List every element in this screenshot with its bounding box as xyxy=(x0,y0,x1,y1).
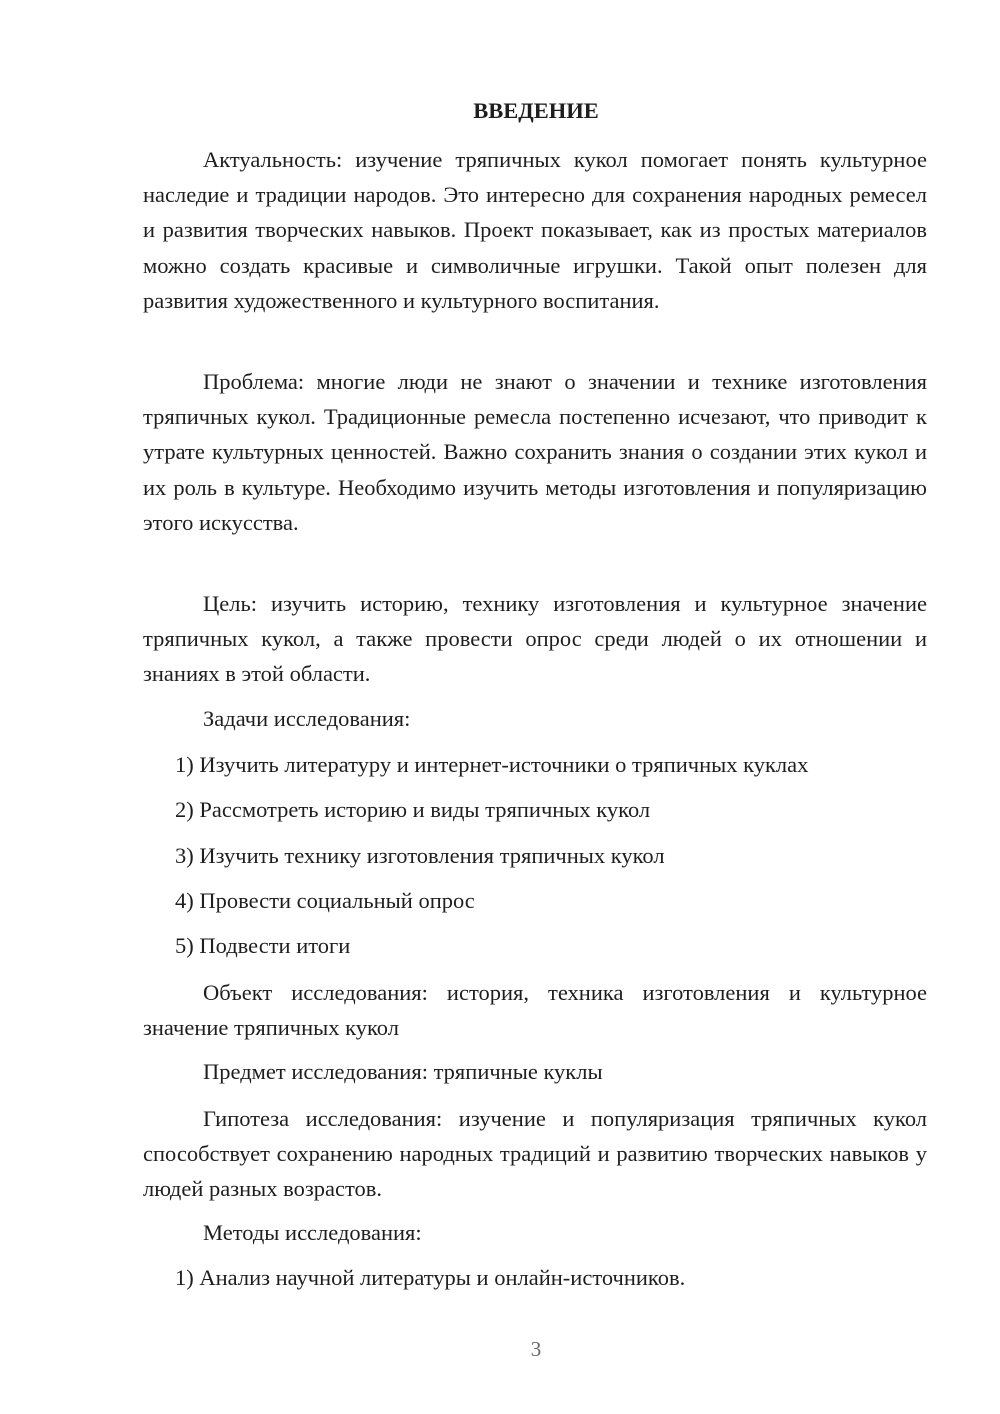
problem-paragraph: Проблема: многие люди не знают о значении и технике изготовления тряпичных кукол. Традиционные ремесла постепенно исчезают, что приводит к утрате культурных ценностей. Важно сохранить знания о создании этих кукол и их роль в культуре. Необходимо изучить методы изготовления и популяризацию этого искусства. xyxy=(143,369,927,535)
methods-heading: Методы исследования: xyxy=(203,1220,422,1245)
task-item: 5) Подвести итоги xyxy=(175,933,351,958)
hypothesis-paragraph: Гипотеза исследования: изучение и популяризация тряпичных кукол способствует сохранению народных традиций и развитию творческих навыков у людей разных возрастов. xyxy=(143,1106,927,1202)
object-paragraph: Объект исследования: история, техника изготовления и культурное значение тряпичных кукол xyxy=(143,980,927,1041)
page-title: ВВЕДЕНИЕ xyxy=(473,98,599,123)
subject-line: Предмет исследования: тряпичные куклы xyxy=(203,1059,603,1084)
method-item: 1) Анализ научной литературы и онлайн-источников. xyxy=(175,1265,686,1290)
task-item: 3) Изучить технику изготовления тряпичных кукол xyxy=(175,843,665,868)
tasks-heading: Задачи исследования: xyxy=(203,706,411,731)
page-number: 3 xyxy=(530,1337,542,1361)
task-item: 1) Изучить литературу и интернет-источники о тряпичных куклах xyxy=(175,752,809,777)
goal-paragraph: Цель: изучить историю, технику изготовления и культурное значение тряпичных кукол, а также провести опрос среди людей о их отношении и знаниях в этой области. xyxy=(143,591,927,687)
relevance-paragraph: Актуальность: изучение тряпичных кукол помогает понять культурное наследие и традиции народов. Это интересно для сохранения народных ремесел и развития творческих навыков. Проект показывает, как из простых материалов можно создать красивые и символичные игрушки. Такой опыт полезен для развития художественного и культурного воспитания. xyxy=(143,147,927,313)
task-item: 4) Провести социальный опрос xyxy=(175,888,475,913)
task-item: 2) Рассмотреть историю и виды тряпичных кукол xyxy=(175,797,651,822)
